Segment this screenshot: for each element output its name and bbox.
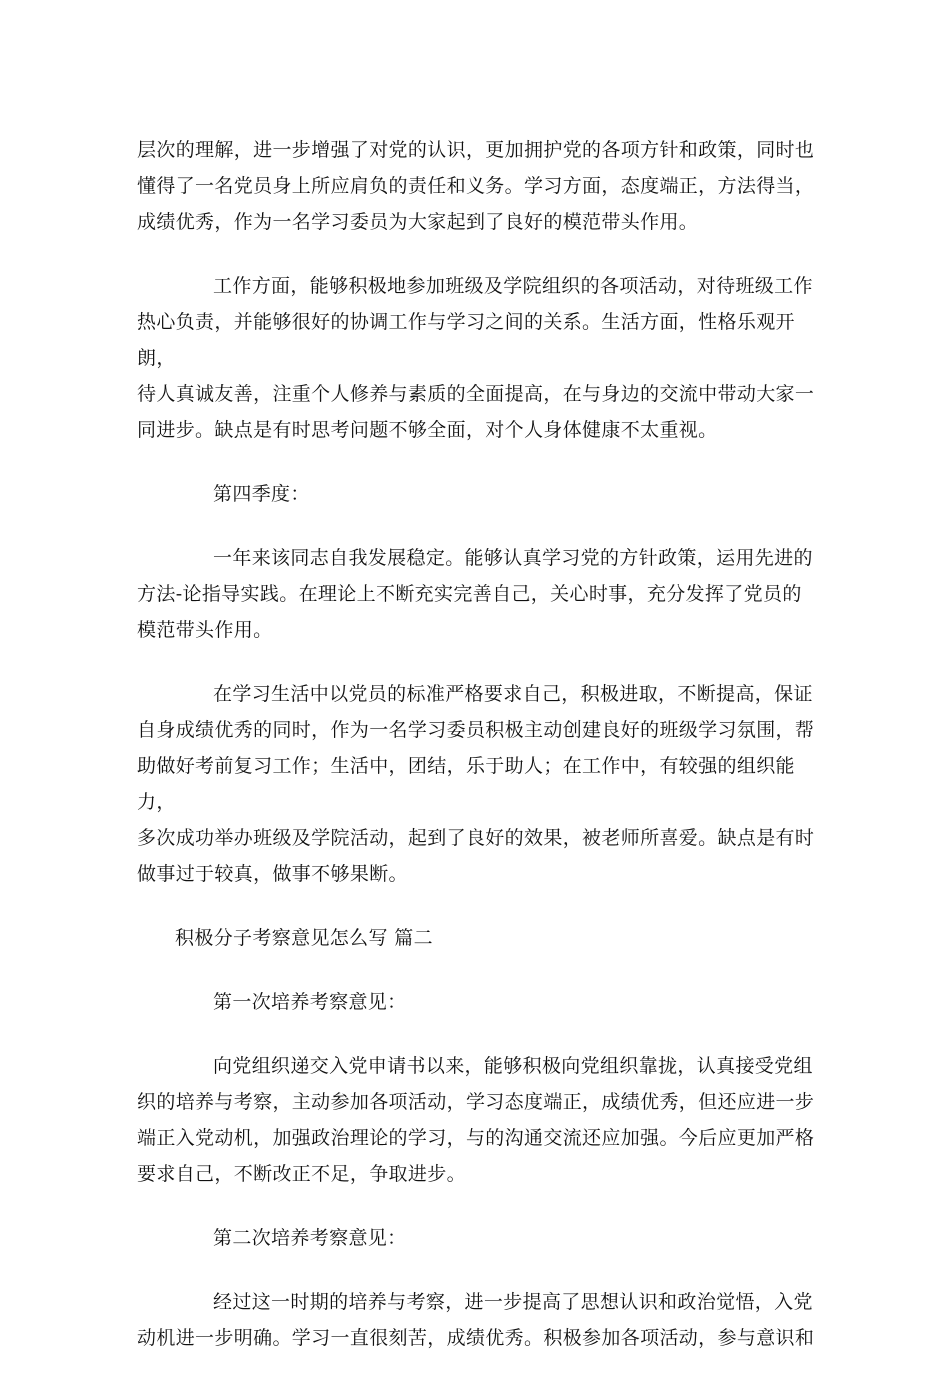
paragraph-text: 经过这一时期的培养与考察，进一步提高了思想认识和政治觉悟，入党 动机进一步明确。学习一直很刻苦，成绩优秀。积极参加各项活动，参与意识和 <box>137 1291 815 1349</box>
paragraph-second-review <box>137 1284 827 1356</box>
paragraph-study-life <box>137 676 827 892</box>
heading-fourth-quarter: 第四季度： <box>213 483 310 505</box>
paragraph-work-life <box>137 268 827 448</box>
document-body <box>137 132 827 1384</box>
paragraph-first-review <box>137 1048 827 1192</box>
paragraph-year-summary <box>137 540 827 648</box>
paragraph-text: 在学习生活中以党员的标准严格要求自己，积极进取，不断提高，保证 自身成绩优秀的同时，作为一名学习委员积极主动创建良好的班级学习氛围，帮 助做好考前复习工作；生活中，团结，乐于助人；在工作中，有较强的组织能力， 多次成功举办班级及学院活动，起到了良好的效果，被老师所喜爱。缺点是有时 做事过于较真，做事不够果断。 <box>137 683 815 885</box>
paragraph-text: 一年来该同志自我发展稳定。能够认真学习党的方针政策，运用先进的 方法-论指导实践。在理论上不断充实完善自己，关心时事，充分发挥了党员的 模范带头作用。 <box>137 547 813 641</box>
paragraph-text: 工作方面，能够积极地参加班级及学院组织的各项活动，对待班级工作 热心负责，并能够很好的协调工作与学习之间的关系。生活方面，性格乐观开朗， 待人真诚友善，注重个人修养与素质的全面提高，在与身边的交流中带动大家一 同进步。缺点是有时思考问题不够全面，对个人身体健康不太重视。 <box>137 275 815 441</box>
paragraph-continuation: 层次的理解，进一步增强了对党的认识，更加拥护党的各项方针和政策，同时也 懂得了一名党员身上所应肩负的责任和义务。学习方面，态度端正，方法得当， 成绩优秀，作为一名学习委员为大家起到了良好的模范带头作用。 <box>137 139 815 233</box>
section-title-part-two: 积极分子考察意见怎么写 篇二 <box>175 927 433 949</box>
paragraph-text: 向党组织递交入党申请书以来，能够积极向党组织靠拢，认真接受党组 织的培养与考察，主动参加各项活动，学习态度端正，成绩优秀，但还应进一步 端正入党动机，加强政治理论的学习，与的沟通交流还应加强。今后应更加严格 要求自己，不断改正不足，争取进步。 <box>137 1055 815 1185</box>
heading-first-review: 第一次培养考察意见： <box>213 991 407 1013</box>
heading-second-review: 第二次培养考察意见： <box>213 1227 407 1249</box>
